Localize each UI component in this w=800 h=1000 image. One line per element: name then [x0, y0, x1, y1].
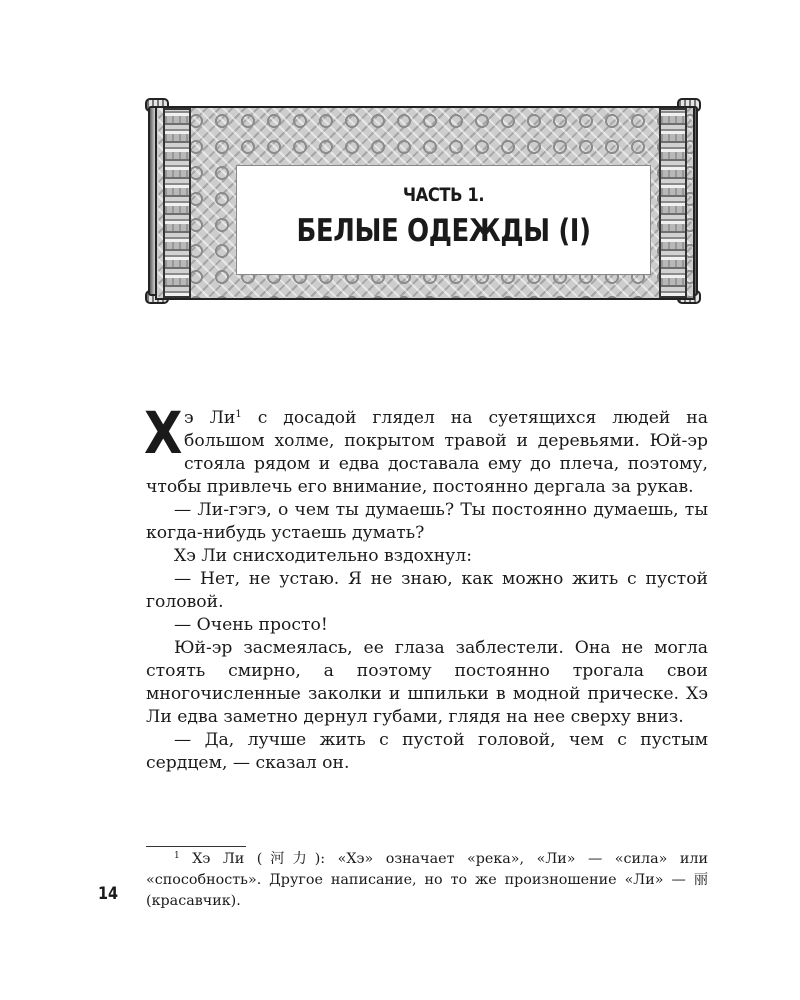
chapter-body [144, 399, 708, 775]
chapter-title-panel [236, 165, 651, 275]
drop-cap: Х [144, 399, 183, 467]
footnote [146, 849, 708, 912]
paragraph: Хэ Ли снисходительно вздохнул: [174, 546, 473, 566]
footnote-text: Хэ Ли (河力): «Хэ» означает «река», «Ли» — «сила» или «способность». Другое написание, но то же произношение «Ли» — 丽 (красавчик). [146, 851, 708, 909]
paragraph: — Ли-гэгэ, о чем ты думаешь? Ты постоянно думаешь, ты когда-нибудь устаешь думать? [146, 500, 708, 543]
paragraph-first [144, 399, 708, 499]
chapter-scroll-banner [140, 92, 710, 310]
footnote-reference[interactable]: 1 [235, 409, 242, 420]
ornament-strip-left [163, 108, 191, 298]
paragraph: — Да, лучше жить с пустой головой, чем с пустым сердцем, — сказал он. [146, 730, 708, 773]
footnote-divider [146, 846, 246, 847]
part-label: ЧАСТЬ 1. [402, 184, 485, 206]
footnote-text-block [146, 849, 708, 912]
first-paragraph-text: с досадой глядел на суетящихся людей на большом холме, покрытом травой и деревьями. Юй-эр стояла рядом и едва доставала ему до плеча, поэтому, чтобы привлечь его внимание, постоянно дергала за рукав. [146, 408, 708, 497]
footnote-mark: 1 [174, 851, 180, 861]
ornament-strip-right [659, 108, 687, 298]
paragraph: — Нет, не устаю. Я не знаю, как можно жить с пустой головой. [146, 569, 708, 612]
first-words: э Ли [184, 408, 236, 428]
paragraph: Юй-эр засмеялась, ее глаза заблестели. Она не могла стоять смирно, а поэтому постоянно трогала свои многочисленные заколки и шпильки в модной прическе. Хэ Ли едва заметно дернул губами, глядя на нее сверху вниз. [146, 638, 708, 727]
page-number: 14 [98, 884, 119, 904]
scroll-parchment [155, 106, 695, 300]
paragraph: — Очень просто! [174, 615, 328, 635]
chapter-title: БЕЛЫЕ ОДЕЖДЫ (I) [296, 213, 591, 249]
